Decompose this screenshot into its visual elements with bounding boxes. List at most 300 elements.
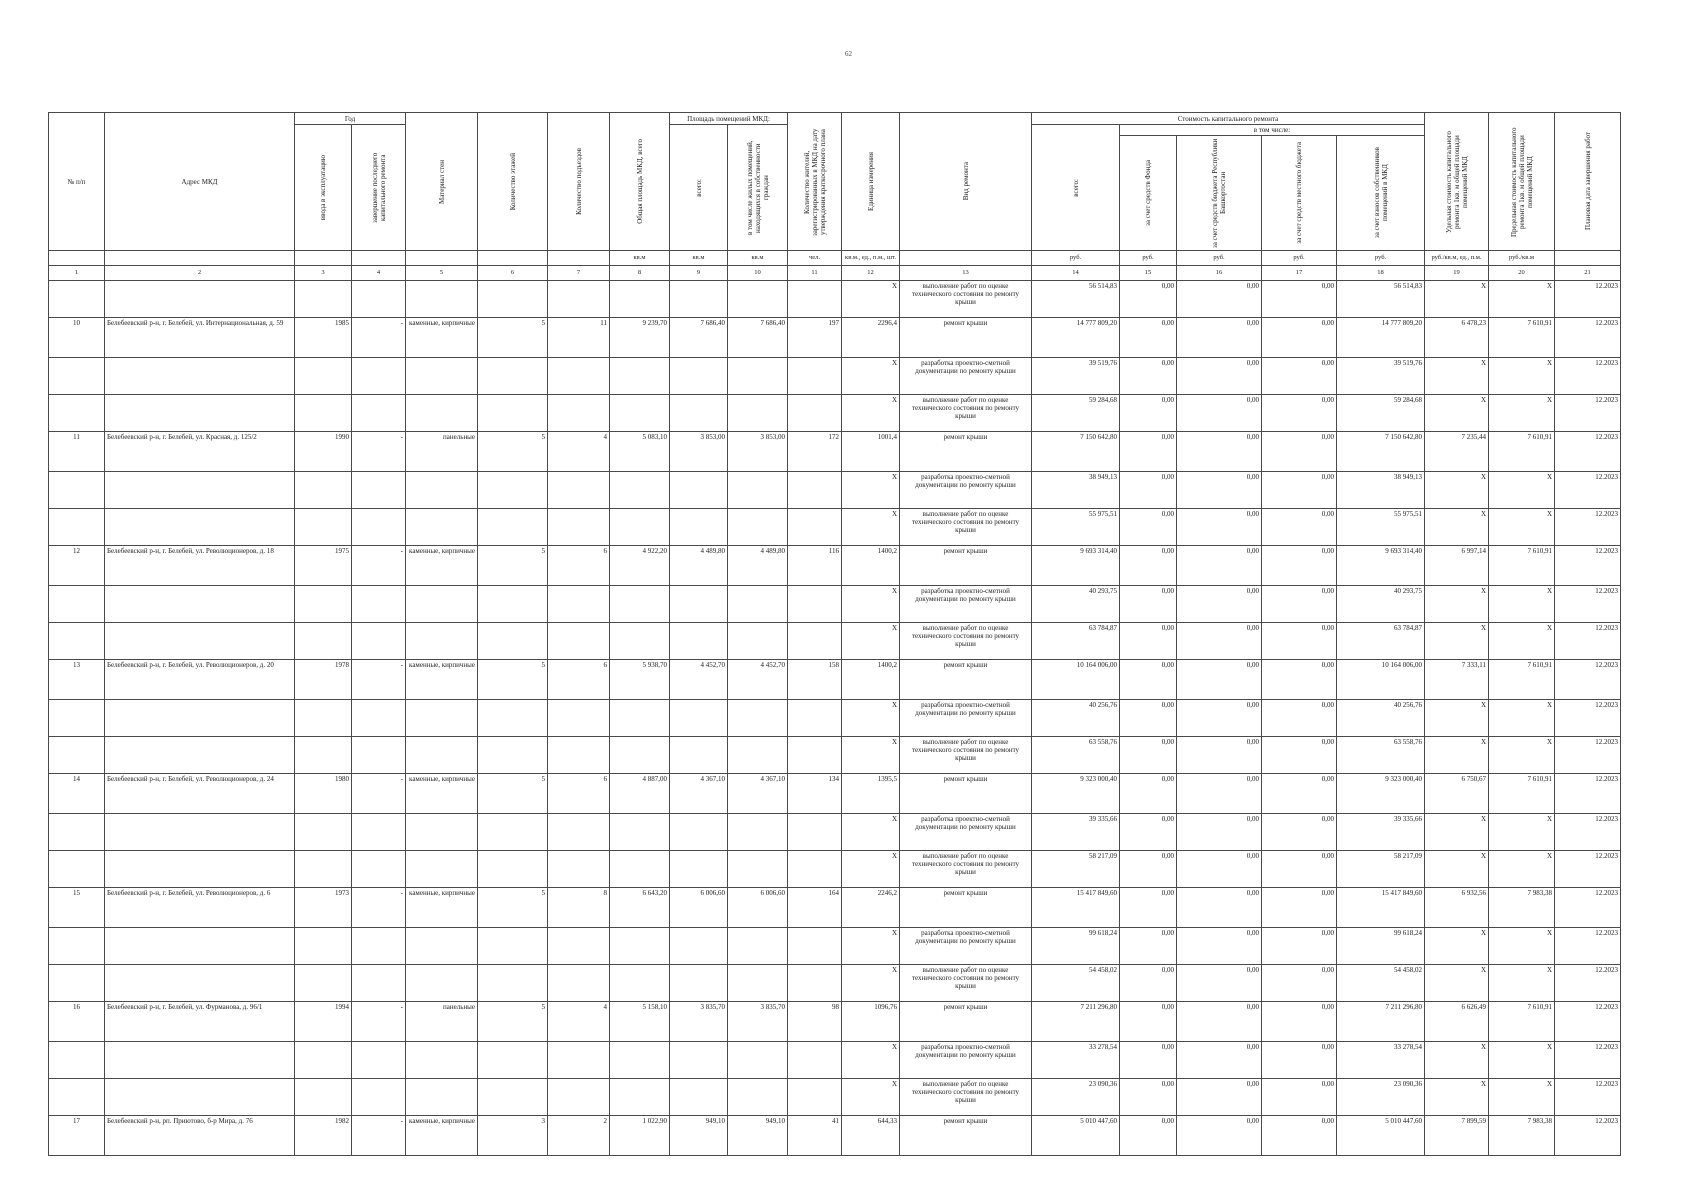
plan-date: 12.2023 (1555, 1002, 1621, 1042)
year-commission: 1982 (295, 1116, 352, 1156)
area-residential (728, 586, 788, 623)
cost-republic: 0,00 (1177, 737, 1262, 774)
year-last-repair (352, 509, 406, 546)
year-last-repair (352, 395, 406, 432)
unit-value: X (842, 586, 900, 623)
unit-cell: руб. (1262, 251, 1337, 266)
floors-cell (478, 358, 548, 395)
unit-cost: 6 626,49 (1425, 1002, 1489, 1042)
cost-local: 0,00 (1262, 737, 1337, 774)
repair-type: ремонт крыши (900, 432, 1032, 472)
floors-cell (478, 1079, 548, 1116)
repair-type: ремонт крыши (900, 660, 1032, 700)
column-number: 4 (352, 266, 406, 281)
wall-material (406, 700, 478, 737)
plan-date: 12.2023 (1555, 432, 1621, 472)
wall-material (406, 623, 478, 660)
column-number: 5 (406, 266, 478, 281)
cost-owners: 5 010 447,60 (1337, 1116, 1425, 1156)
year-last-repair: - (352, 888, 406, 928)
area-residential (728, 509, 788, 546)
repair-type: выполнение работ по оценке технического состояния по ремонту крыши (900, 509, 1032, 546)
floors-cell (478, 395, 548, 432)
column-number: 9 (670, 266, 728, 281)
cost-fund: 0,00 (1120, 472, 1177, 509)
floors-cell: 5 (478, 546, 548, 586)
cost-owners: 56 514,83 (1337, 281, 1425, 318)
table-row (49, 586, 1621, 623)
area-all (670, 623, 728, 660)
column-number: 10 (728, 266, 788, 281)
wall-material: каменные, кирпичные (406, 888, 478, 928)
entrances-cell (548, 358, 610, 395)
year-last-repair (352, 814, 406, 851)
column-number: 13 (900, 266, 1032, 281)
unit-value: 1096,76 (842, 1002, 900, 1042)
cost-total: 55 975,51 (1032, 509, 1120, 546)
wall-material (406, 814, 478, 851)
floors-cell: 5 (478, 888, 548, 928)
area-residential: 4 489,80 (728, 546, 788, 586)
cost-local: 0,00 (1262, 1079, 1337, 1116)
address-cell (105, 472, 295, 509)
area-all (670, 509, 728, 546)
repair-type: выполнение работ по оценке технического состояния по ремонту крыши (900, 623, 1032, 660)
residents-cell: 134 (788, 774, 842, 814)
repair-type: ремонт крыши (900, 774, 1032, 814)
wall-material (406, 1042, 478, 1079)
year-commission (295, 395, 352, 432)
total-area: 5 083,10 (610, 432, 670, 472)
cost-local: 0,00 (1262, 888, 1337, 928)
address-cell: Белебеевский р-н, г. Белебей, ул. Красная, д. 125/2 (105, 432, 295, 472)
wall-material (406, 472, 478, 509)
year-commission (295, 851, 352, 888)
table-row (49, 1002, 1621, 1042)
cost-republic: 0,00 (1177, 660, 1262, 700)
unit-cost: X (1425, 395, 1489, 432)
unit-cost: X (1425, 1042, 1489, 1079)
total-area (610, 1079, 670, 1116)
cost-fund: 0,00 (1120, 546, 1177, 586)
cost-local: 0,00 (1262, 1042, 1337, 1079)
repair-type: разработка проектно-сметной документации по ремонту крыши (900, 700, 1032, 737)
floors-cell: 5 (478, 660, 548, 700)
row-number (49, 472, 105, 509)
floors-cell: 3 (478, 1116, 548, 1156)
column-number: 12 (842, 266, 900, 281)
year-commission: 1973 (295, 888, 352, 928)
cost-local: 0,00 (1262, 509, 1337, 546)
cost-total: 7 150 642,80 (1032, 432, 1120, 472)
unit-value: X (842, 623, 900, 660)
entrances-cell: 6 (548, 774, 610, 814)
residents-cell (788, 737, 842, 774)
address-cell (105, 700, 295, 737)
cost-local: 0,00 (1262, 546, 1337, 586)
area-residential (728, 1079, 788, 1116)
header-unit-cost: Удельная стоимость капитального ремонта 1кв. м общей площади помещений МКД (1444, 130, 1469, 233)
repair-type: выполнение работ по оценке технического состояния по ремонту крыши (900, 395, 1032, 432)
total-area (610, 814, 670, 851)
table-row (49, 700, 1621, 737)
plan-date: 12.2023 (1555, 660, 1621, 700)
residents-cell (788, 928, 842, 965)
unit-value: X (842, 851, 900, 888)
wall-material (406, 586, 478, 623)
area-all: 4 489,80 (670, 546, 728, 586)
year-last-repair (352, 472, 406, 509)
cost-total: 38 949,13 (1032, 472, 1120, 509)
cost-local: 0,00 (1262, 1116, 1337, 1156)
unit-cost: X (1425, 623, 1489, 660)
cost-total: 9 693 314,40 (1032, 546, 1120, 586)
unit-cell: кв.м (670, 251, 728, 266)
residents-cell (788, 395, 842, 432)
year-commission: 1985 (295, 318, 352, 358)
year-commission (295, 928, 352, 965)
address-cell (105, 395, 295, 432)
residents-cell: 98 (788, 1002, 842, 1042)
total-area (610, 1042, 670, 1079)
cost-owners: 23 090,36 (1337, 1079, 1425, 1116)
unit-value: X (842, 1042, 900, 1079)
year-last-repair (352, 1042, 406, 1079)
area-residential (728, 965, 788, 1002)
cost-owners: 99 618,24 (1337, 928, 1425, 965)
header-year-group: Год (295, 113, 406, 125)
plan-date: 12.2023 (1555, 395, 1621, 432)
address-cell: Белебеевский р-н, г. Белебей, ул. Революционеров, д. 18 (105, 546, 295, 586)
table-row (49, 1116, 1621, 1156)
area-all (670, 965, 728, 1002)
year-last-repair: - (352, 774, 406, 814)
header-cost-group: Стоимость капитального ремонта (1032, 113, 1425, 125)
total-area (610, 395, 670, 432)
plan-date: 12.2023 (1555, 737, 1621, 774)
residents-cell (788, 1042, 842, 1079)
row-number (49, 623, 105, 660)
residents-cell (788, 965, 842, 1002)
unit-cell (1555, 251, 1621, 266)
unit-value: 2246,2 (842, 888, 900, 928)
plan-date: 12.2023 (1555, 586, 1621, 623)
entrances-cell: 2 (548, 1116, 610, 1156)
repair-type: выполнение работ по оценке технического состояния по ремонту крыши (900, 851, 1032, 888)
area-all (670, 586, 728, 623)
wall-material (406, 737, 478, 774)
area-all (670, 281, 728, 318)
residents-cell (788, 358, 842, 395)
area-all: 6 006,60 (670, 888, 728, 928)
cost-owners: 55 975,51 (1337, 509, 1425, 546)
residents-cell (788, 509, 842, 546)
max-cost: X (1489, 509, 1555, 546)
floors-cell (478, 472, 548, 509)
year-commission (295, 358, 352, 395)
cost-total: 39 519,76 (1032, 358, 1120, 395)
total-area (610, 358, 670, 395)
cost-fund: 0,00 (1120, 1116, 1177, 1156)
cost-fund: 0,00 (1120, 737, 1177, 774)
plan-date: 12.2023 (1555, 965, 1621, 1002)
max-cost: 7 983,38 (1489, 888, 1555, 928)
unit-value: X (842, 1079, 900, 1116)
area-all (670, 1079, 728, 1116)
cost-fund: 0,00 (1120, 1042, 1177, 1079)
cost-republic: 0,00 (1177, 965, 1262, 1002)
repair-type: выполнение работ по оценке технического состояния по ремонту крыши (900, 1079, 1032, 1116)
repair-type: разработка проектно-сметной документации по ремонту крыши (900, 928, 1032, 965)
area-residential (728, 814, 788, 851)
cost-republic: 0,00 (1177, 281, 1262, 318)
row-number (49, 700, 105, 737)
year-commission: 1990 (295, 432, 352, 472)
address-cell (105, 1042, 295, 1079)
residents-cell (788, 814, 842, 851)
table-body (49, 281, 1621, 1156)
area-all (670, 1042, 728, 1079)
total-area (610, 700, 670, 737)
year-last-repair (352, 851, 406, 888)
entrances-cell (548, 472, 610, 509)
unit-cost: 7 899,59 (1425, 1116, 1489, 1156)
cost-owners: 7 211 296,80 (1337, 1002, 1425, 1042)
floors-cell (478, 1042, 548, 1079)
unit-cell: руб./кв.м, ед., п.м. (1425, 251, 1489, 266)
plan-date: 12.2023 (1555, 358, 1621, 395)
unit-cell (105, 251, 295, 266)
cost-owners: 63 558,76 (1337, 737, 1425, 774)
year-last-repair (352, 358, 406, 395)
total-area (610, 965, 670, 1002)
repair-type: разработка проектно-сметной документации по ремонту крыши (900, 358, 1032, 395)
table-row (49, 432, 1621, 472)
cost-total: 14 777 809,20 (1032, 318, 1120, 358)
unit-value: X (842, 928, 900, 965)
repair-plan-sheet (48, 112, 1621, 1156)
address-cell: Белебеевский р-н, г. Белебей, ул. Фурманова, д. 96/1 (105, 1002, 295, 1042)
total-area: 5 158,10 (610, 1002, 670, 1042)
max-cost: X (1489, 1042, 1555, 1079)
column-number: 15 (1120, 266, 1177, 281)
table-row (49, 623, 1621, 660)
address-cell (105, 1079, 295, 1116)
cost-owners: 58 217,09 (1337, 851, 1425, 888)
plan-date: 12.2023 (1555, 774, 1621, 814)
entrances-cell (548, 737, 610, 774)
max-cost: X (1489, 472, 1555, 509)
unit-cost: 7 333,11 (1425, 660, 1489, 700)
total-area: 6 643,20 (610, 888, 670, 928)
address-cell (105, 965, 295, 1002)
header-area-all: всего: (694, 178, 703, 197)
header-cost-fund: за счет средств Фонда (1144, 160, 1152, 226)
unit-cost: X (1425, 928, 1489, 965)
floors-cell (478, 586, 548, 623)
year-last-repair (352, 623, 406, 660)
unit-cost: X (1425, 472, 1489, 509)
cost-republic: 0,00 (1177, 1079, 1262, 1116)
total-area: 5 938,70 (610, 660, 670, 700)
table-row (49, 814, 1621, 851)
cost-republic: 0,00 (1177, 432, 1262, 472)
area-all (670, 395, 728, 432)
wall-material (406, 358, 478, 395)
area-residential (728, 700, 788, 737)
cost-local: 0,00 (1262, 814, 1337, 851)
cost-total: 54 458,02 (1032, 965, 1120, 1002)
repair-type: выполнение работ по оценке технического состояния по ремонту крыши (900, 737, 1032, 774)
row-number (49, 281, 105, 318)
plan-date: 12.2023 (1555, 318, 1621, 358)
unit-cost: X (1425, 965, 1489, 1002)
header-max-cost: Предельная стоимость капитального ремонта 1кв. м общей площади помещений МКД (1509, 126, 1534, 237)
unit-cost: X (1425, 814, 1489, 851)
cost-owners: 15 417 849,60 (1337, 888, 1425, 928)
cost-fund: 0,00 (1120, 509, 1177, 546)
plan-date: 12.2023 (1555, 1079, 1621, 1116)
header-plan-date: Плановая дата завершения работ (1583, 132, 1592, 231)
year-last-repair (352, 928, 406, 965)
unit-cell (352, 251, 406, 266)
area-all: 4 452,70 (670, 660, 728, 700)
cost-republic: 0,00 (1177, 928, 1262, 965)
column-number: 14 (1032, 266, 1120, 281)
entrances-cell (548, 700, 610, 737)
wall-material: каменные, кирпичные (406, 1116, 478, 1156)
unit-cost: X (1425, 1079, 1489, 1116)
unit-cell (406, 251, 478, 266)
area-all: 4 367,10 (670, 774, 728, 814)
unit-value: X (842, 700, 900, 737)
cost-owners: 39 519,76 (1337, 358, 1425, 395)
cost-republic: 0,00 (1177, 318, 1262, 358)
year-last-repair (352, 737, 406, 774)
total-area (610, 472, 670, 509)
header-cost-owners: за счет взносов собственников помещений в МКД (1372, 147, 1389, 239)
year-commission (295, 509, 352, 546)
cost-owners: 38 949,13 (1337, 472, 1425, 509)
entrances-cell (548, 1042, 610, 1079)
cost-total: 40 293,75 (1032, 586, 1120, 623)
max-cost: X (1489, 928, 1555, 965)
total-area: 9 239,70 (610, 318, 670, 358)
row-number: 17 (49, 1116, 105, 1156)
total-area (610, 281, 670, 318)
wall-material (406, 851, 478, 888)
unit-value: X (842, 965, 900, 1002)
unit-value: X (842, 395, 900, 432)
header-cost-incl: в том числе: (1120, 125, 1425, 136)
unit-cell: кв.м (610, 251, 670, 266)
total-area: 4 922,20 (610, 546, 670, 586)
plan-date: 12.2023 (1555, 281, 1621, 318)
year-commission (295, 965, 352, 1002)
entrances-cell: 6 (548, 660, 610, 700)
repair-type: ремонт крыши (900, 888, 1032, 928)
wall-material: каменные, кирпичные (406, 774, 478, 814)
entrances-cell (548, 586, 610, 623)
cost-fund: 0,00 (1120, 660, 1177, 700)
row-number (49, 814, 105, 851)
entrances-cell (548, 623, 610, 660)
unit-cost: 6 750,67 (1425, 774, 1489, 814)
column-number: 8 (610, 266, 670, 281)
header-wall-material: Материал стен (437, 159, 446, 204)
column-number: 7 (548, 266, 610, 281)
row-number (49, 737, 105, 774)
max-cost: X (1489, 851, 1555, 888)
unit-cell (49, 251, 105, 266)
max-cost: 7 610,91 (1489, 318, 1555, 358)
area-residential: 949,10 (728, 1116, 788, 1156)
plan-date: 12.2023 (1555, 509, 1621, 546)
cost-owners: 59 284,68 (1337, 395, 1425, 432)
year-last-repair (352, 586, 406, 623)
cost-republic: 0,00 (1177, 774, 1262, 814)
area-all (670, 814, 728, 851)
plan-date: 12.2023 (1555, 928, 1621, 965)
unit-value: X (842, 358, 900, 395)
cost-total: 63 784,87 (1032, 623, 1120, 660)
cost-fund: 0,00 (1120, 358, 1177, 395)
cost-republic: 0,00 (1177, 546, 1262, 586)
wall-material (406, 1079, 478, 1116)
total-area (610, 737, 670, 774)
year-last-repair (352, 965, 406, 1002)
area-all: 7 686,40 (670, 318, 728, 358)
wall-material: панельные (406, 1002, 478, 1042)
row-number: 14 (49, 774, 105, 814)
entrances-cell: 8 (548, 888, 610, 928)
cost-total: 39 335,66 (1032, 814, 1120, 851)
table-row (49, 509, 1621, 546)
area-all (670, 700, 728, 737)
unit-cell (478, 251, 548, 266)
year-commission (295, 700, 352, 737)
floors-cell: 5 (478, 432, 548, 472)
area-residential (728, 472, 788, 509)
residents-cell: 164 (788, 888, 842, 928)
table-row (49, 358, 1621, 395)
row-number (49, 358, 105, 395)
column-number: 19 (1425, 266, 1489, 281)
plan-date: 12.2023 (1555, 546, 1621, 586)
unit-cost: 6 478,23 (1425, 318, 1489, 358)
column-number: 3 (295, 266, 352, 281)
cost-owners: 40 293,75 (1337, 586, 1425, 623)
cost-local: 0,00 (1262, 774, 1337, 814)
total-area: 1 022,90 (610, 1116, 670, 1156)
address-cell (105, 623, 295, 660)
year-commission (295, 472, 352, 509)
wall-material (406, 965, 478, 1002)
floors-cell (478, 851, 548, 888)
cost-fund: 0,00 (1120, 1002, 1177, 1042)
entrances-cell (548, 965, 610, 1002)
unit-cost: 7 235,44 (1425, 432, 1489, 472)
unit-cell: руб. (1337, 251, 1425, 266)
plan-date: 12.2023 (1555, 1116, 1621, 1156)
floors-cell: 5 (478, 774, 548, 814)
plan-date: 12.2023 (1555, 700, 1621, 737)
floors-cell (478, 509, 548, 546)
area-residential (728, 1042, 788, 1079)
cost-owners: 9 323 000,40 (1337, 774, 1425, 814)
cost-local: 0,00 (1262, 472, 1337, 509)
row-number (49, 395, 105, 432)
